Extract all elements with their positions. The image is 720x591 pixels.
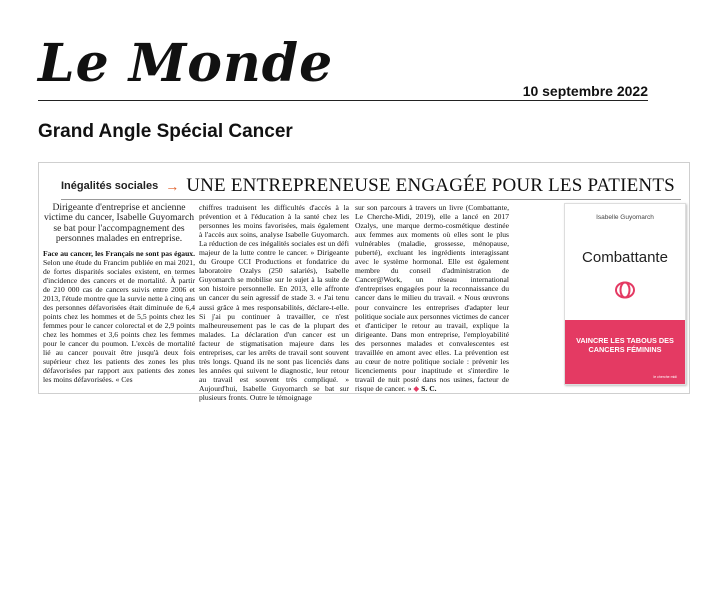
masthead-logo: Le Monde xyxy=(38,33,334,94)
article-text: chiffres traduisent les difficultés d'accès à la prévention et à l'éducation à la santé chez les personnes les moins favorisées, mais également à l'accès aux soins, analyse Isabelle Guyomarch. La réduction de ces inégalités sociales est un défi majeur de la lutte contre le cancer. » Dirigeante du Groupe CCI Productions et fondatrice du laboratoire Ozalys (250 salariés), Isabelle Guyomarch se mobilise sur le sujet à la suite de son histoire personnelle. En 2013, elle affronte un cancer du sein agressif de stade 3. « J'ai tenu aussi grâce à mes responsabilités, déclare-t-elle. Si j'ai pu continuer à travailler, ce n'est malheureusement pas le cas de la plupart des malades. La déclaration d'un cancer est un facteur de stigmatisation majeure dans les entreprises, car les arrêts de travail sont souvent très longs. Quand ils ne sont pas licenciés dans les années qui suivent le diagnostic, leur retour au travail est souvent très compliqué. » Aujourd'hui, Isabelle Guyomarch se bat sur plusieurs fronts. Outre le témoignage xyxy=(199,203,349,402)
book-banner-text: VAINCRE LES TABOUS DES CANCERS FÉMININS xyxy=(576,336,674,354)
section-title: Grand Angle Spécial Cancer xyxy=(38,121,293,142)
article-deck: Dirigeante d'entreprise et ancienne victime du cancer, Isabelle Guyomarch se bat pour l'accompagnement des personnes malades en entreprise. xyxy=(43,202,195,245)
article-lead: Face au cancer, les Français ne sont pas égaux. xyxy=(43,248,195,258)
article-column-2 xyxy=(199,203,349,402)
book-title: Combattante xyxy=(582,249,668,266)
book-logo-icon xyxy=(614,281,636,299)
book-banner xyxy=(565,320,685,384)
article-text: sur son parcours à travers un livre (Combattante, Le Cherche-Midi, 2019), elle a lancé en 2017 Ozalys, une marque dermo-cosmétique destinée aux femmes aux moments où elles sont le plus vulnérables (maladie, grossesse, ménopause, puberté), excluant les ingrédients interagissant avec le système hormonal. Elle est également membre du conseil d'administration de Cancer@Work, un réseau international d'entreprises engagées pour la reconnaissance du cancer dans le milieu du travail. « Nous œuvrons pour convaincre les entreprises d'adapter leur politique sociale aux personnes victimes de cancer et d'anticiper le retour au travail, explique la dirigeante. Dans mon entreprise, l'employabilité des personnes malades et convalescentes est travaillée en amont avec elles. La prévention est au cœur de notre politique sociale : prévenir les licenciements pour inaptitude et s'interdire le travail de nuit posté dans nos usines, facteur de risque de cancer. » xyxy=(355,203,509,393)
arrow-right-icon: → xyxy=(165,178,180,194)
article-column-3 xyxy=(355,203,509,393)
article-text: Selon une étude du Francim publiée en mai 2021, de fortes disparités sociales existent, en termes d'incidence des cancers et de mortalité. À partir de 210 000 cas de cancers suivis entre 2006 et 2013, l'étude montre que la survie nette à cinq ans des personnes défavorisées était diminuée de 6,4 points chez les hommes et de 5,5 points chez les femmes pour le cancer colorectal et de 2,9 points chez les hommes et 3,6 points chez les femmes pour le cancer du poumon. L'excès de mortalité lié au cancer pouvait être jusqu'à deux fois supérieur chez les patients des zones les plus défavorisées par rapport aux patients des zones les moins défavorisées. « Ces xyxy=(43,257,195,385)
end-mark-icon: ◆ xyxy=(413,383,420,393)
book-author: Isabelle Guyomarch xyxy=(596,214,654,221)
headline-row xyxy=(61,175,675,201)
article-clipping xyxy=(38,162,690,402)
article-signature: S. C. xyxy=(421,383,437,393)
headline-divider xyxy=(61,199,681,200)
book-cover xyxy=(564,203,686,385)
publisher-logo: le cherche midi xyxy=(653,375,677,379)
article-column-1 xyxy=(43,203,195,384)
article-paragraph xyxy=(355,203,509,393)
article-kicker: Inégalités sociales xyxy=(61,180,159,192)
masthead-rule xyxy=(38,100,648,101)
article-headline: UNE ENTREPRENEUSE ENGAGÉE POUR LES PATIENTS xyxy=(186,175,675,196)
publication-date: 10 septembre 2022 xyxy=(522,83,648,99)
article-paragraph xyxy=(43,249,195,385)
